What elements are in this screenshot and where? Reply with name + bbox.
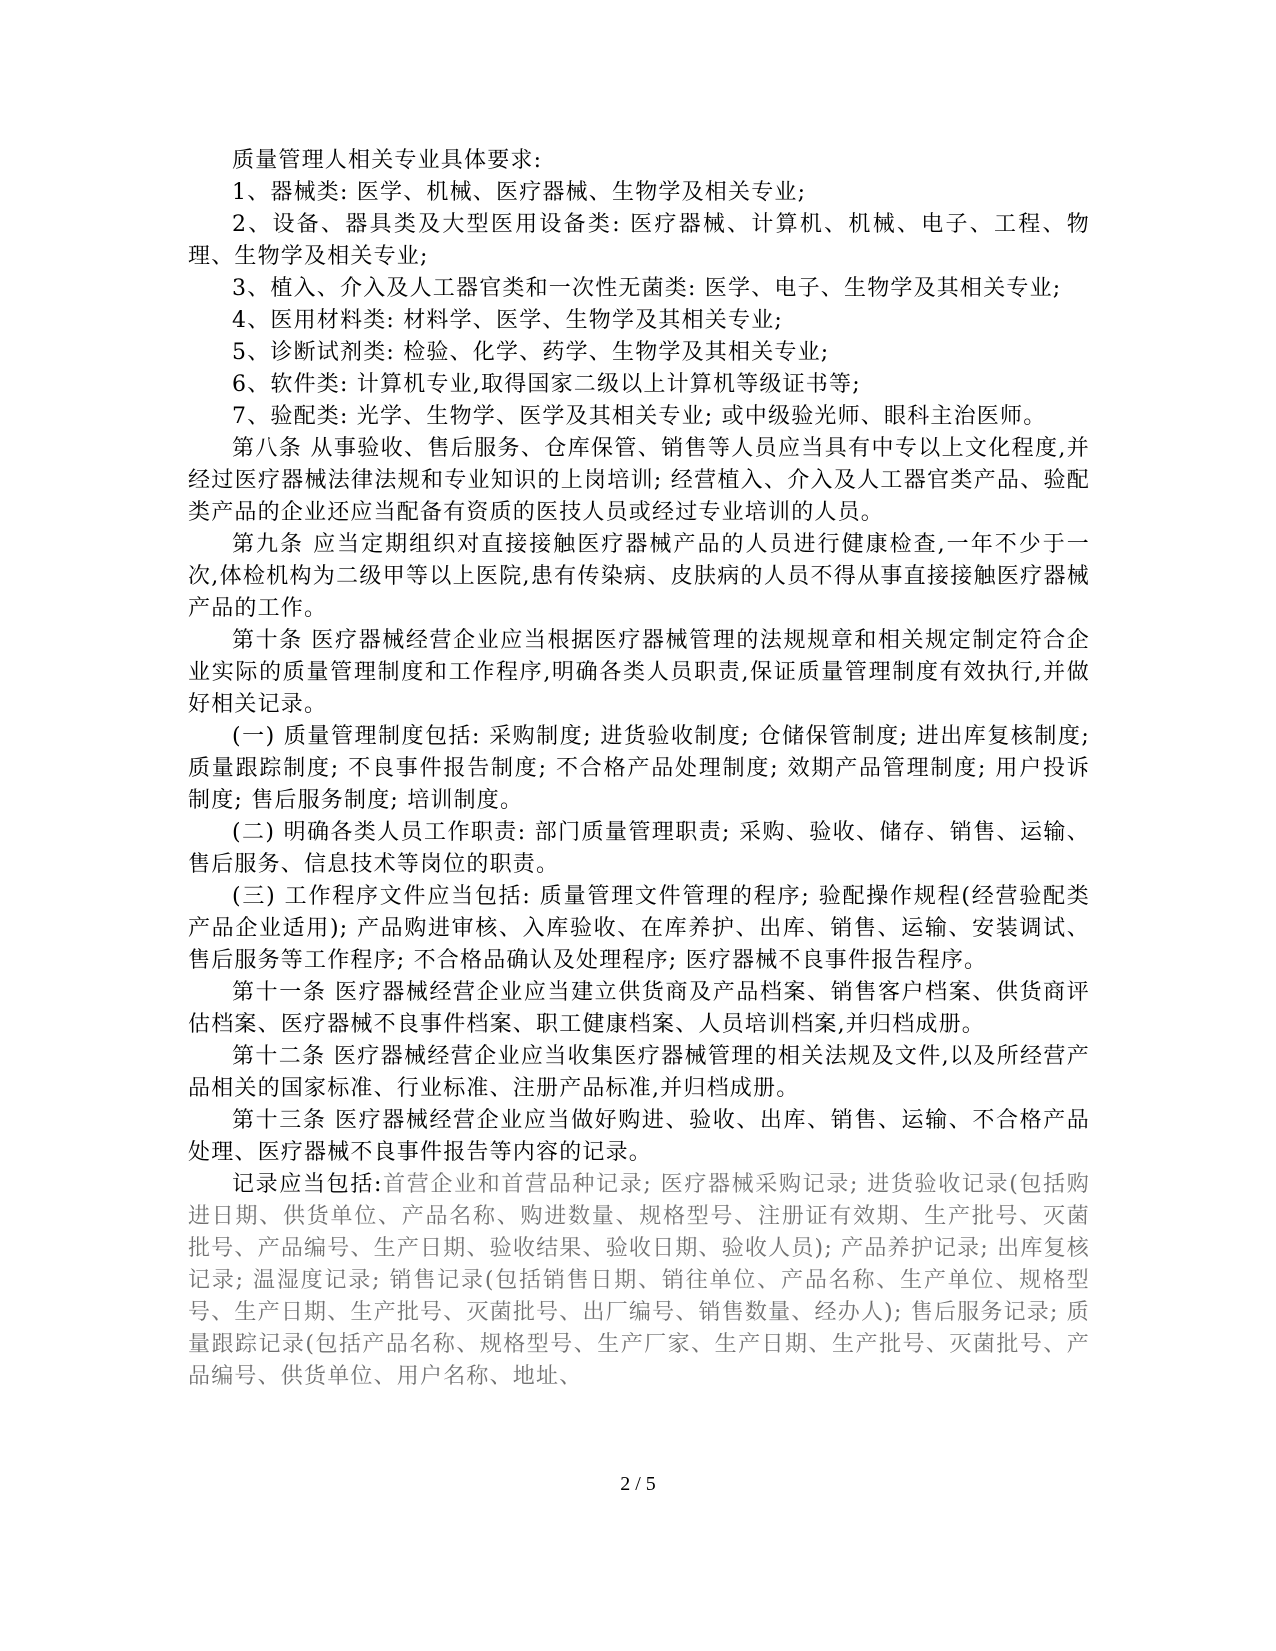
records-label: 记录应当包括: [232,1172,383,1197]
paragraph-item-6: 6、软件类: 计算机专业,取得国家二级以上计算机等级证书等; [232,372,861,397]
paragraph-article-12: 第十二条 医疗器械经营企业应当收集医疗器械管理的相关法规及文件,以及所经营产品相关的国家标准、行业标准、注册产品标准,并归档成册。 [188,1044,1090,1101]
paragraph-item-1: 1、器械类: 医学、机械、医疗器械、生物学及相关专业; [232,180,807,205]
paragraph-article-10-part-3: (三) 工作程序文件应当包括: 质量管理文件管理的程序; 验配操作规程(经营验配类产品企业适用); 产品购进审核、入库验收、在库养护、出库、销售、运输、安装调试、售后服务等工作程序; 不合格品确认及处理程序; 医疗器械不良事件报告程序。 [188,884,1090,973]
page-number: 2 / 5 [620,1473,656,1495]
document-body [188,145,1090,1393]
paragraph-records [188,1169,1090,1393]
paragraph-article-13: 第十三条 医疗器械经营企业应当做好购进、验收、出库、销售、运输、不合格产品处理、医疗器械不良事件报告等内容的记录。 [188,1108,1090,1165]
paragraph-item-3: 3、植入、介入及人工器官类和一次性无菌类: 医学、电子、生物学及其相关专业; [232,276,1062,301]
paragraph-item-2: 2、设备、器具类及大型医用设备类: 医疗器械、计算机、机械、电子、工程、物理、生物学及相关专业; [188,212,1090,269]
paragraph-article-11: 第十一条 医疗器械经营企业应当建立供货商及产品档案、销售客户档案、供货商评估档案、医疗器械不良事件档案、职工健康档案、人员培训档案,并归档成册。 [188,980,1090,1037]
paragraph-article-10: 第十条 医疗器械经营企业应当根据医疗器械管理的法规规章和相关规定制定符合企业实际的质量管理制度和工作程序,明确各类人员职责,保证质量管理制度有效执行,并做好相关记录。 [188,628,1090,717]
paragraph-article-10-part-1: (一) 质量管理制度包括: 采购制度; 进货验收制度; 仓储保管制度; 进出库复核制度; 质量跟踪制度; 不良事件报告制度; 不合格产品处理制度; 效期产品管理制度; 用户投诉制度; 售后服务制度; 培训制度。 [188,724,1090,813]
paragraph-item-4: 4、医用材料类: 材料学、医学、生物学及其相关专业; [232,308,784,333]
records-list: 首营企业和首营品种记录; 医疗器械采购记录; 进货验收记录(包括购进日期、供货单位、产品名称、购进数量、规格型号、注册证有效期、生产批号、灭菌批号、产品编号、生产日期、验收结果、验收日期、验收人员); 产品养护记录; 出库复核记录; 温湿度记录; 销售记录(包括销售日期、销往单位、产品名称、生产单位、规格型号、生产日期、生产批号、灭菌批号、出厂编号、销售数量、经办人); 售后服务记录; 质量跟踪记录(包括产品名称、规格型号、生产厂家、生产日期、生产批号、灭菌批号、产品编号、供货单位、用户名称、地址、 [188,1172,1090,1389]
paragraph-item-5: 5、诊断试剂类: 检验、化学、药学、生物学及其相关专业; [232,340,830,365]
paragraph-article-9: 第九条 应当定期组织对直接接触医疗器械产品的人员进行健康检查,一年不少于一次,体检机构为二级甲等以上医院,患有传染病、皮肤病的人员不得从事直接接触医疗器械产品的工作。 [188,532,1090,621]
paragraph-item-7: 7、验配类: 光学、生物学、医学及其相关专业; 或中级验光师、眼科主治医师。 [232,404,1047,429]
paragraph-requirements-heading: 质量管理人相关专业具体要求: [232,148,543,173]
paragraph-article-10-part-2: (二) 明确各类人员工作职责: 部门质量管理职责; 采购、验收、储存、销售、运输、售后服务、信息技术等岗位的职责。 [188,820,1090,877]
paragraph-article-8: 第八条 从事验收、售后服务、仓库保管、销售等人员应当具有中专以上文化程度,并经过医疗器械法律法规和专业知识的上岗培训; 经营植入、介入及人工器官类产品、验配类产品的企业还应当配备有资质的医技人员或经过专业培训的人员。 [188,436,1090,525]
